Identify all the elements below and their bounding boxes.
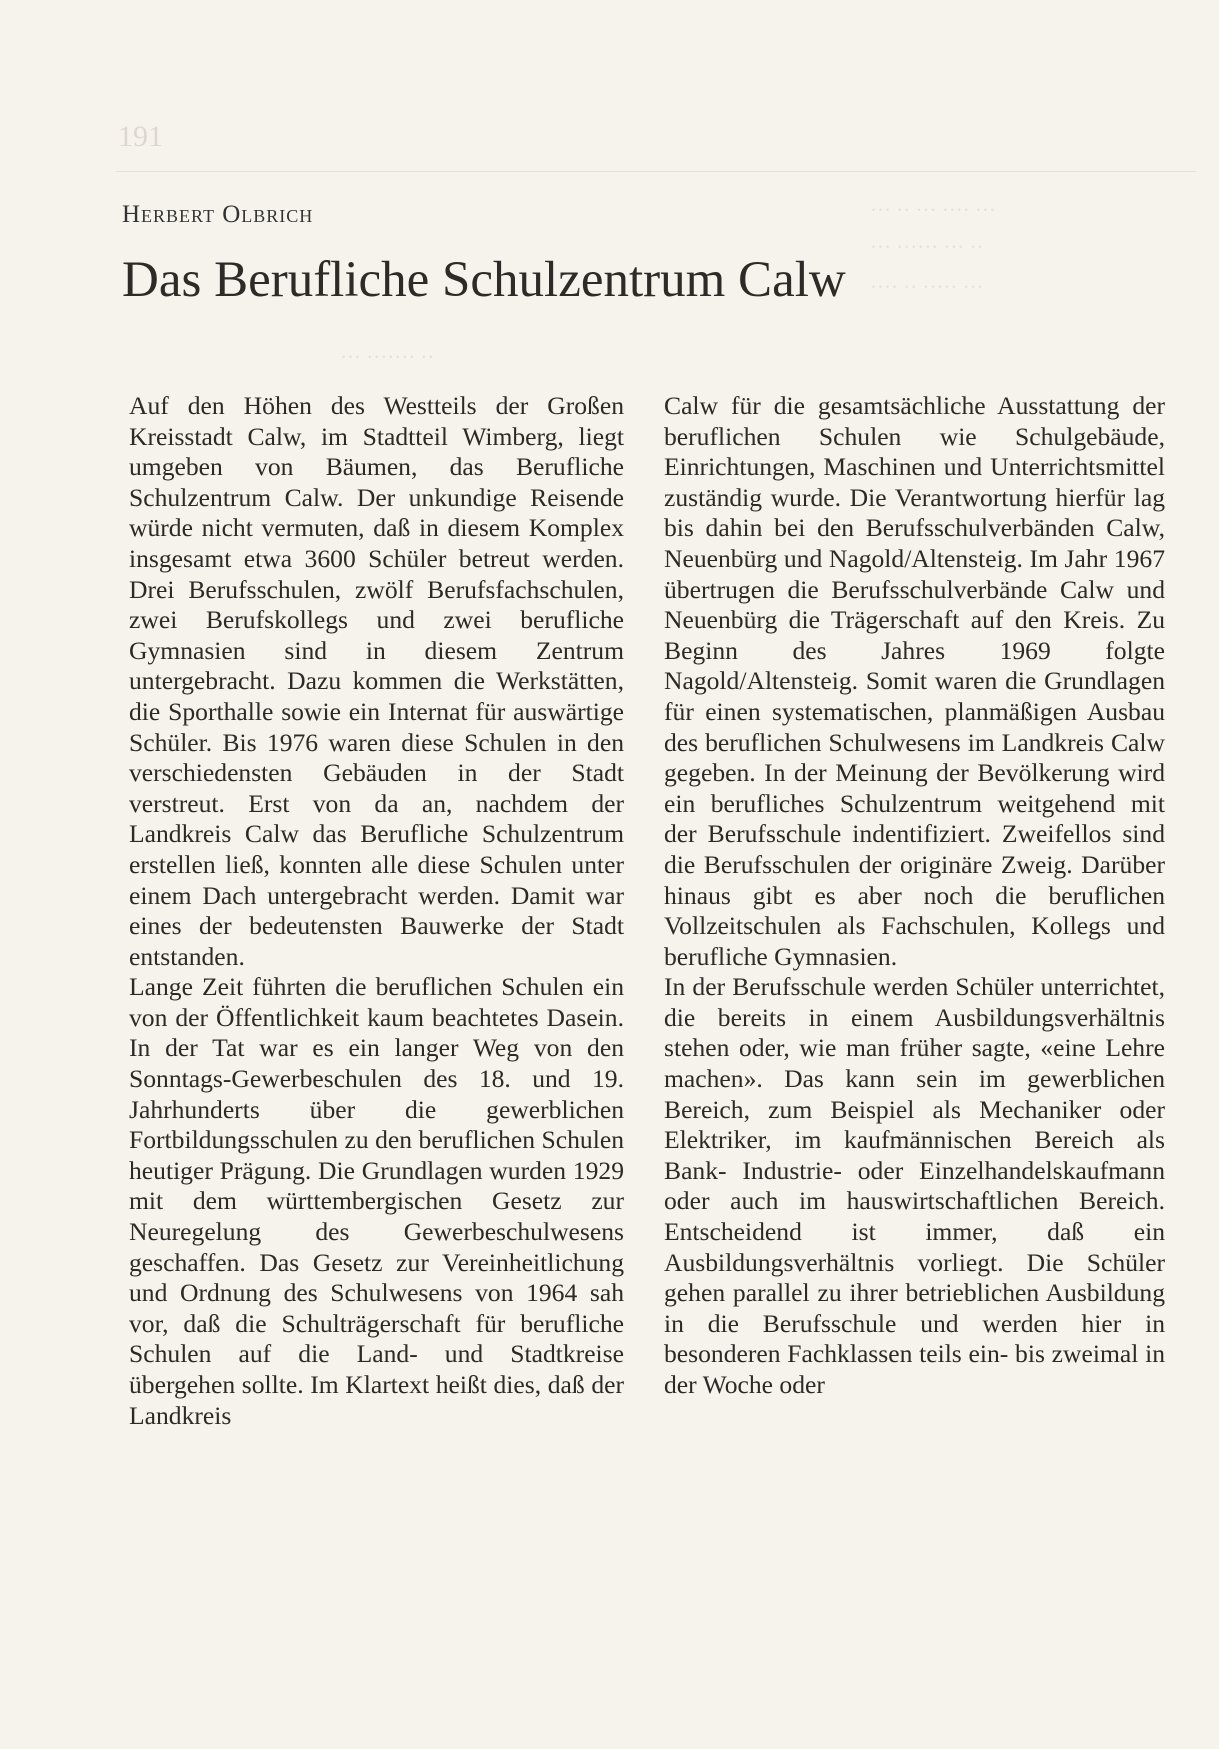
paragraph: Calw für die gesamtsächliche Ausstattung der beruflichen Schulen wie Schulgebäude, Einrichtungen, Maschinen und Unterrichtsmittel zuständig wurde. Die Verantwortung hierfür lag bis dahin bei den Berufsschulverbänden Calw, Neuenbürg und Nagold/Altensteig. Im Jahr 1967 übertrugen die Berufsschulverbände Calw und Neuenbürg die Trägerschaft auf den Kreis. Zu Beginn des Jahres 1969 folgte Nagold/Altensteig. Somit waren die Grundlagen für einen systematischen, planmäßigen Ausbau des beruflichen Schulwesens im Landkreis Calw gegeben. In der Meinung der Bevölkerung wird ein berufliches Schulzentrum weitgehend mit der Berufsschule indentifiziert. Zweifellos sind die Berufsschulen der originäre Zweig. Darüber hinaus gibt es aber noch die beruflichen Vollzeitschulen als Fachschulen, Kollegs und berufliche Gymnasien. xyxy=(664,391,1165,971)
author-name: Herbert Olbrich xyxy=(122,201,314,228)
show-through-text: ··· ······ ··· ·· xyxy=(870,235,984,259)
show-through-text: ···· ·· ····· ··· xyxy=(870,275,984,299)
show-through-text: ··· ······· ·· xyxy=(340,345,435,369)
paragraph: Lange Zeit führten die beruflichen Schulen ein von der Öffentlichkeit kaum beachtetes Dasein. In der Tat war es ein langer Weg von den Sonntags-Gewerbeschulen des 18. und 19. Jahrhunderts über die gewerblichen Fortbildungsschulen zu den beruflichen Schulen heutiger Prägung. Die Grundlagen wurden 1929 mit dem württembergischen Gesetz zur Neuregelung des Gewerbeschulwesens geschaffen. Das Gesetz zur Vereinheitlichung und Ordnung des Schulwesens von 1964 sah vor, daß die Schulträgerschaft für berufliche Schulen auf die Land- und Stadtkreise übergehen sollte. Im Klartext heißt dies, daß der Landkreis xyxy=(129,972,624,1430)
article-title: Das Berufliche Schulzentrum Calw xyxy=(122,252,846,308)
right-column xyxy=(664,391,1165,1401)
page-number: 191 xyxy=(118,120,163,153)
paragraph: In der Berufsschule werden Schüler unterrichtet, die bereits in einem Ausbildungsverhältnis stehen oder, wie man früher sagte, «eine Lehre machen». Das kann sein im gewerblichen Bereich, zum Beispiel als Mechaniker oder Elektriker, im kaufmännischen Bereich als Bank- Industrie- oder Einzelhandelskaufmann oder auch im hauswirtschaftlichen Bereich. Entscheidend ist immer, daß ein Ausbildungsverhältnis vorliegt. Die Schüler gehen parallel zu ihrer betrieblichen Ausbildung in die Berufsschule und werden hier in besonderen Fachklassen teils ein- bis zweimal in der Woche oder xyxy=(664,972,1165,1399)
header-rule xyxy=(116,171,1196,172)
show-through-text: ··· ·· ··· ···· ··· xyxy=(870,198,996,222)
left-column xyxy=(129,391,624,1431)
paragraph: Auf den Höhen des Westteils der Großen Kreisstadt Calw, im Stadtteil Wimberg, liegt umgeben von Bäumen, das Berufliche Schulzentrum Calw. Der unkundige Reisende würde nicht vermuten, daß in diesem Komplex insgesamt etwa 3600 Schüler betreut werden. Drei Berufsschulen, zwölf Berufsfachschulen, zwei Berufskollegs und zwei berufliche Gymnasien sind in diesem Zentrum untergebracht. Dazu kommen die Werkstätten, die Sporthalle sowie ein Internat für auswärtige Schüler. Bis 1976 waren diese Schulen in den verschiedensten Gebäuden in der Stadt verstreut. Erst von da an, nachdem der Landkreis Calw das Berufliche Schulzentrum erstellen ließ, konnten alle diese Schulen unter einem Dach untergebracht werden. Damit war eines der bedeutensten Bauwerke der Stadt entstanden. xyxy=(129,391,624,971)
